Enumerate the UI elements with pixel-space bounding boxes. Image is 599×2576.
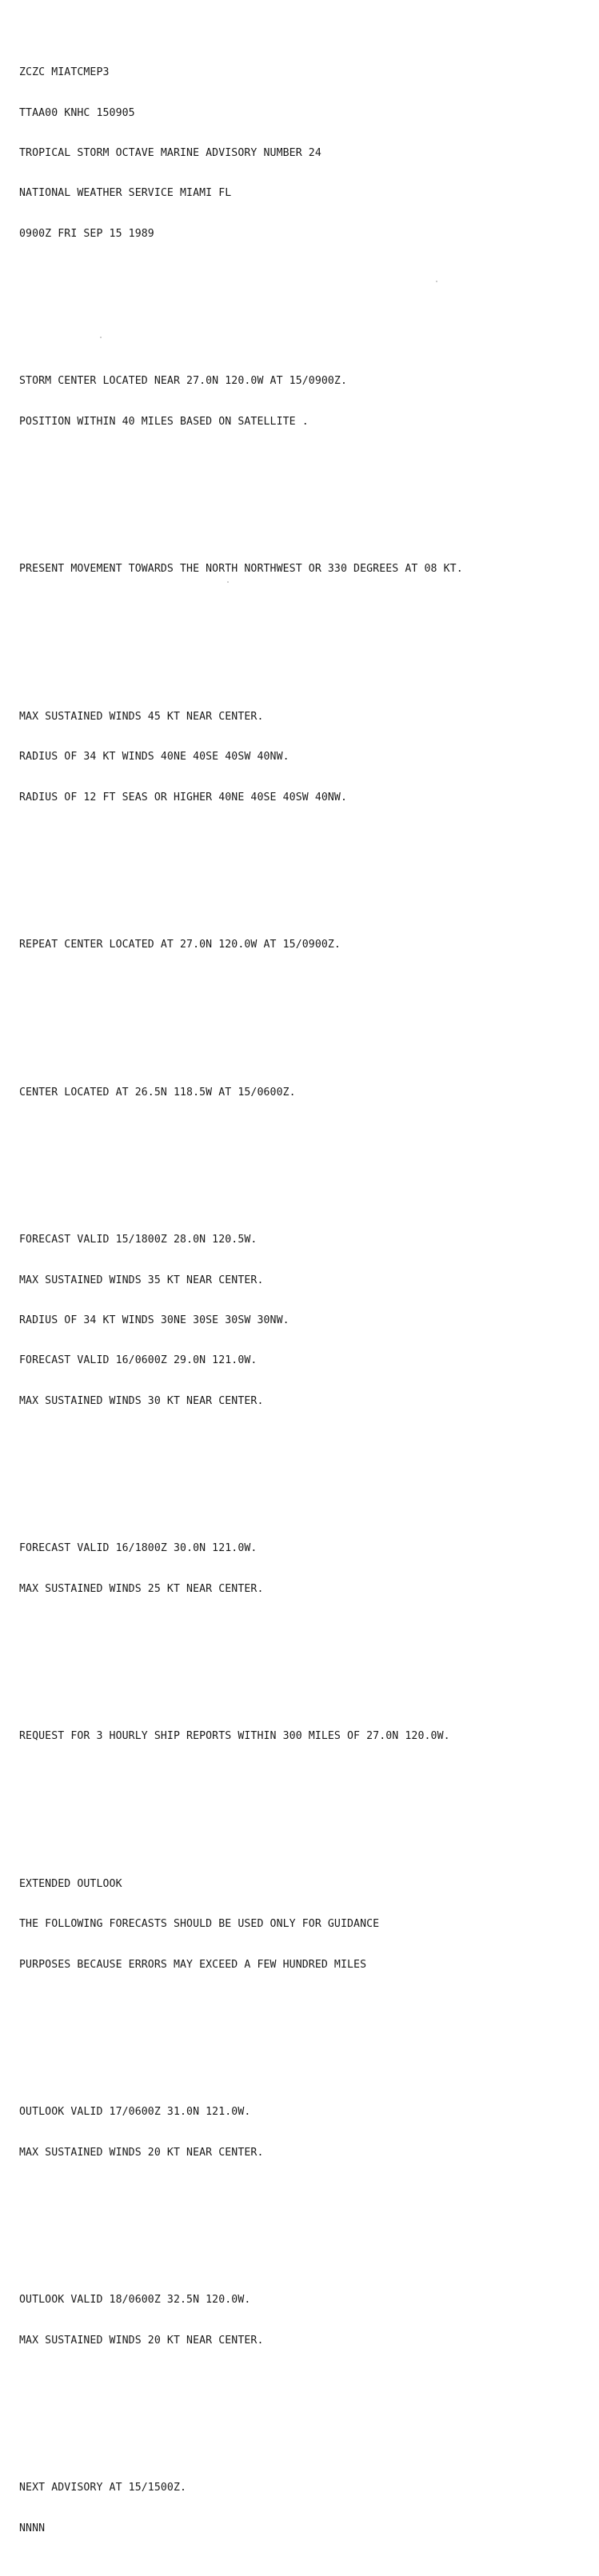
paragraph-gap: [19, 859, 595, 872]
scan-speck: [227, 581, 229, 583]
issuing-office: NATIONAL WEATHER SERVICE MIAMI FL: [19, 187, 232, 200]
outlook-block-1: [19, 2080, 595, 2187]
outlook-line: OUTLOOK VALID 17/0600Z 31.0N 121.0W.: [19, 2106, 251, 2119]
extended-outlook-line: THE FOLLOWING FORECASTS SHOULD BE USED ONLY FOR GUIDANCE: [19, 1918, 380, 1931]
extended-outlook-heading: EXTENDED OUTLOOK: [19, 1877, 122, 1890]
paragraph-gap: [19, 2026, 595, 2040]
issue-time: 0900Z FRI SEP 15 1989: [19, 227, 154, 240]
winds-block: [19, 684, 595, 831]
paragraph-gap: [19, 483, 595, 496]
header-block: [19, 40, 595, 269]
forecast-line: FORECAST VALID 16/1800Z 30.0N 121.0W.: [19, 1542, 258, 1555]
paragraph-gap: [19, 2214, 595, 2227]
next-advisory-line: NEXT ADVISORY AT 15/1500Z.: [19, 2482, 187, 2494]
paragraph-gap: [19, 1154, 595, 1167]
outlook-line: MAX SUSTAINED WINDS 20 KT NEAR CENTER.: [19, 2334, 264, 2347]
outlook-block-2: [19, 2267, 595, 2375]
forecast-block-2: [19, 1516, 595, 1623]
forecast-line: RADIUS OF 34 KT WINDS 30NE 30SE 30SW 30NW.: [19, 1314, 290, 1327]
repeat-center-block: [19, 912, 595, 979]
storm-center-block: [19, 349, 595, 456]
forecast-line: MAX SUSTAINED WINDS 25 KT NEAR CENTER.: [19, 1582, 264, 1595]
paragraph-gap: [19, 295, 595, 309]
repeat-center-line: REPEAT CENTER LOCATED AT 27.0N 120.0W AT 15/0900Z.: [19, 939, 341, 951]
scan-speck: [436, 281, 437, 282]
paragraph-gap: [19, 1462, 595, 1476]
ship-request-line: REQUEST FOR 3 HOURLY SHIP REPORTS WITHIN 300 MILES OF 27.0N 120.0W.: [19, 1730, 450, 1743]
header-line: ZCZC MIATCMEP3: [19, 66, 110, 79]
forecast-line: FORECAST VALID 15/1800Z 28.0N 120.5W.: [19, 1234, 258, 1246]
scan-speck: [100, 337, 102, 338]
ship-request-block: [19, 1704, 595, 1771]
extended-outlook-block: [19, 1851, 595, 1999]
marine-advisory-document: [19, 13, 595, 2576]
paragraph-gap: [19, 1650, 595, 1664]
forecast-block-1: [19, 1207, 595, 1436]
paragraph-gap: [19, 2402, 595, 2415]
wind-radius-line: RADIUS OF 34 KT WINDS 40NE 40SE 40SW 40NW.: [19, 751, 290, 764]
paragraph-gap: [19, 630, 595, 644]
prior-center-line: CENTER LOCATED AT 26.5N 118.5W AT 15/0600Z.: [19, 1086, 296, 1099]
forecast-line: FORECAST VALID 16/0600Z 29.0N 121.0W.: [19, 1354, 258, 1367]
end-of-message-marker: NNNN: [19, 2522, 46, 2534]
advisory-title: TROPICAL STORM OCTAVE MARINE ADVISORY NUMBER 24: [19, 146, 321, 159]
outlook-line: MAX SUSTAINED WINDS 20 KT NEAR CENTER.: [19, 2146, 264, 2159]
header-line: TTAA00 KNHC 150905: [19, 106, 135, 119]
prior-center-block: [19, 1059, 595, 1127]
paragraph-gap: [19, 1797, 595, 1811]
movement-block: [19, 536, 595, 604]
movement-line: PRESENT MOVEMENT TOWARDS THE NORTH NORTHWEST OR 330 DEGREES AT 08 KT.: [19, 563, 463, 576]
max-winds-line: MAX SUSTAINED WINDS 45 KT NEAR CENTER.: [19, 710, 264, 723]
footer-block: [19, 2455, 595, 2562]
position-accuracy-line: POSITION WITHIN 40 MILES BASED ON SATELLITE .: [19, 415, 309, 428]
forecast-line: MAX SUSTAINED WINDS 35 KT NEAR CENTER.: [19, 1274, 264, 1286]
forecast-line: MAX SUSTAINED WINDS 30 KT NEAR CENTER.: [19, 1394, 264, 1407]
seas-radius-line: RADIUS OF 12 FT SEAS OR HIGHER 40NE 40SE 40SW 40NW.: [19, 791, 348, 804]
outlook-line: OUTLOOK VALID 18/0600Z 32.5N 120.0W.: [19, 2294, 251, 2307]
storm-center-line: STORM CENTER LOCATED NEAR 27.0N 120.0W AT 15/0900Z.: [19, 375, 348, 388]
extended-outlook-line: PURPOSES BECAUSE ERRORS MAY EXCEED A FEW HUNDRED MILES: [19, 1958, 367, 1971]
paragraph-gap: [19, 1006, 595, 1019]
